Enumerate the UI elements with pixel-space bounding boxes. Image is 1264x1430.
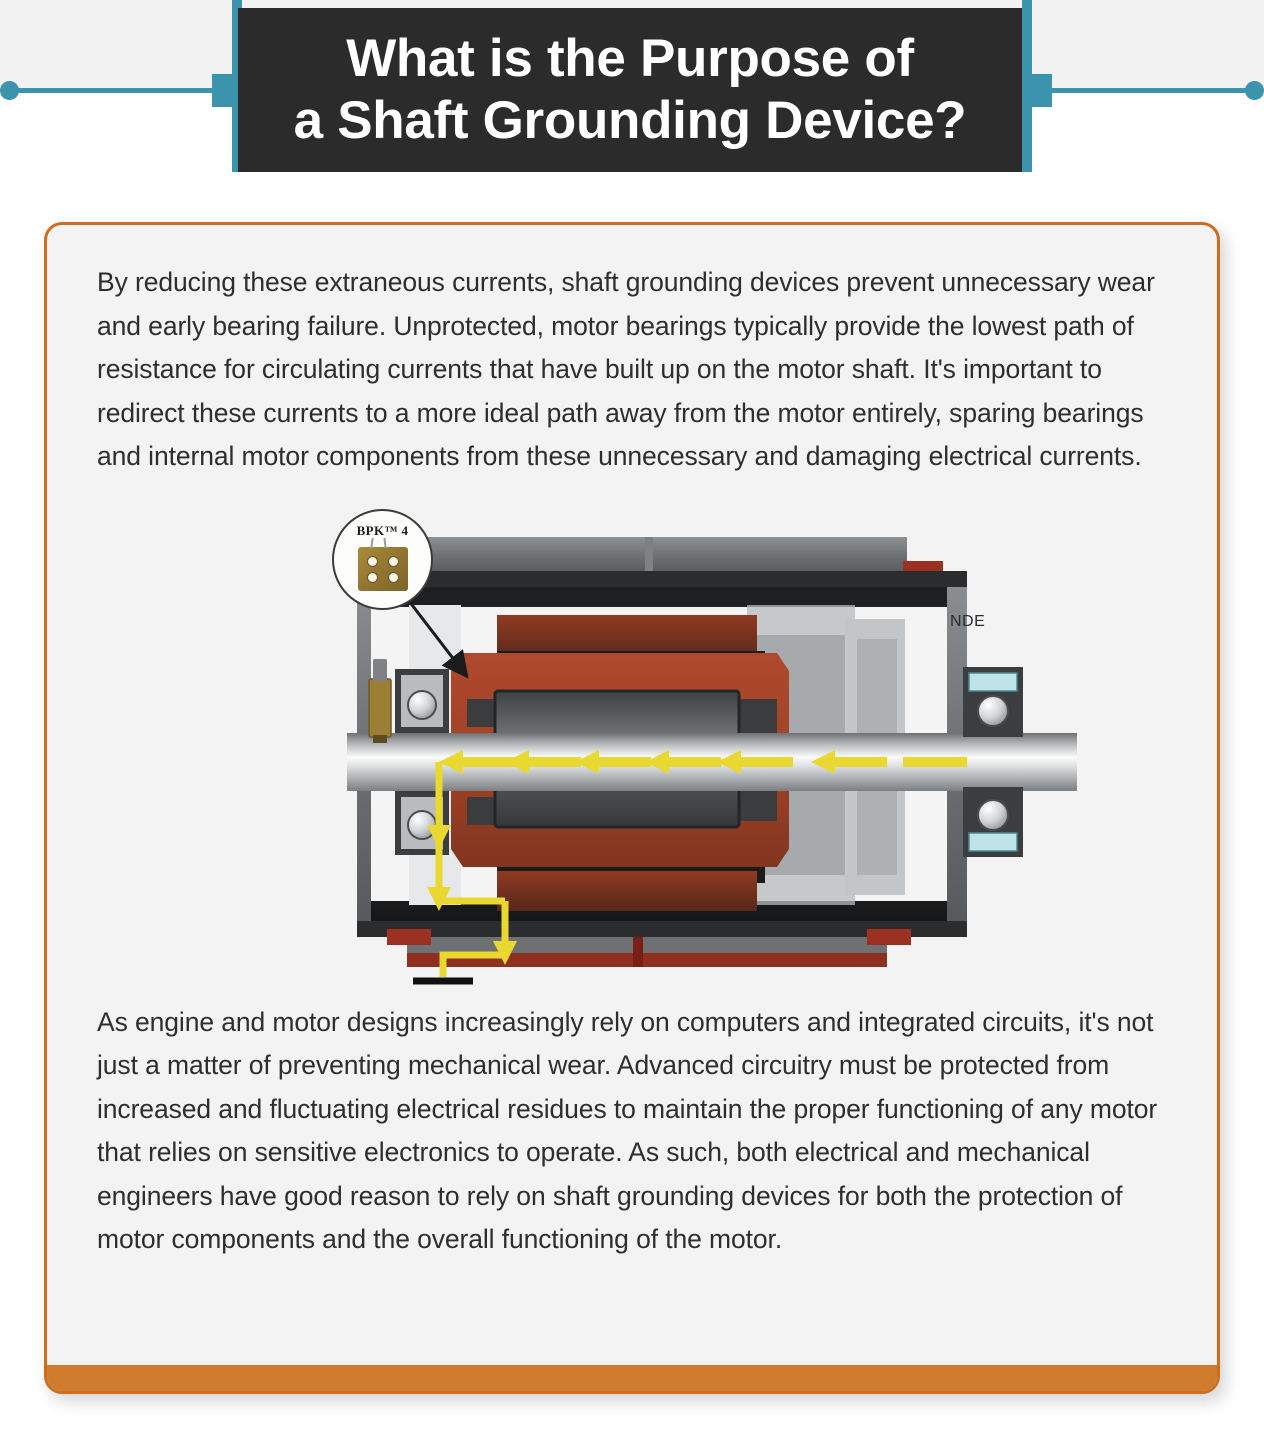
bpk-callout-label: BPK™ 4	[356, 522, 409, 538]
page-title	[238, 8, 1022, 172]
bpk-mount-hole	[388, 572, 399, 583]
callout-leader-arrow-icon	[397, 586, 527, 696]
bpk-callout-bubble	[332, 509, 433, 610]
header-banner	[0, 0, 1264, 180]
motor-base-seam	[633, 937, 643, 967]
header-rule-dot-left	[0, 81, 19, 100]
header-rule-left	[10, 88, 242, 93]
motor-foot-left	[387, 929, 431, 945]
card-footer-bar	[47, 1365, 1217, 1391]
ground-symbol-icon	[413, 981, 473, 989]
bpk-device-icon	[358, 547, 408, 591]
header-rule-right	[1022, 88, 1254, 93]
card-content	[97, 261, 1179, 1262]
bpk-mount-hole	[388, 556, 399, 567]
bpk-whisker-icon	[383, 537, 386, 547]
page-title-line-1: What is the Purpose of	[346, 29, 914, 88]
page-title-line-2: a Shaft Grounding Device?	[293, 91, 967, 150]
paragraph-one: By reducing these extraneous currents, shaft grounding devices prevent unnecessary wear and early bearing failure. Unprotected, motor bearings typically provide the lowest path of resistance for circulating currents that have built up on the motor shaft. It's important to redirect these currents to a more ideal path away from the motor entirely, sparing bearings and internal motor components from these unnecessary and damaging electrical currents.	[97, 267, 1155, 471]
header-rule-post-right	[1022, 0, 1032, 172]
header-rule-dot-right	[1245, 81, 1264, 100]
bpk-mount-hole	[367, 556, 378, 567]
bpk-mount-hole	[367, 572, 378, 583]
motor-frame-top-rail	[357, 571, 967, 587]
bearing-insulation-layer	[969, 673, 1017, 691]
motor-diagram	[97, 501, 1179, 991]
nde-label: NDE	[950, 612, 986, 630]
bearing-insulation-layer	[969, 833, 1017, 851]
motor-top-plate	[425, 537, 907, 575]
content-card	[44, 222, 1220, 1394]
motor-stator-endturn-bottom	[497, 871, 757, 911]
paragraph-two: As engine and motor designs increasingly rely on computers and integrated circuits, it's not just a matter of preventing mechanical wear. Advanced circuitry must be protected from increased and fluctuating electrical residues to maintain the proper functioning of any motor that relies on sensitive electronics to operate. As such, both electrical and mechanical engineers have good reason to rely on shaft grounding devices for both the protection of motor components and the overall functioning of the motor.	[97, 1006, 1158, 1254]
bpk-whisker-icon	[370, 537, 373, 547]
motor-foot-right	[867, 929, 911, 945]
